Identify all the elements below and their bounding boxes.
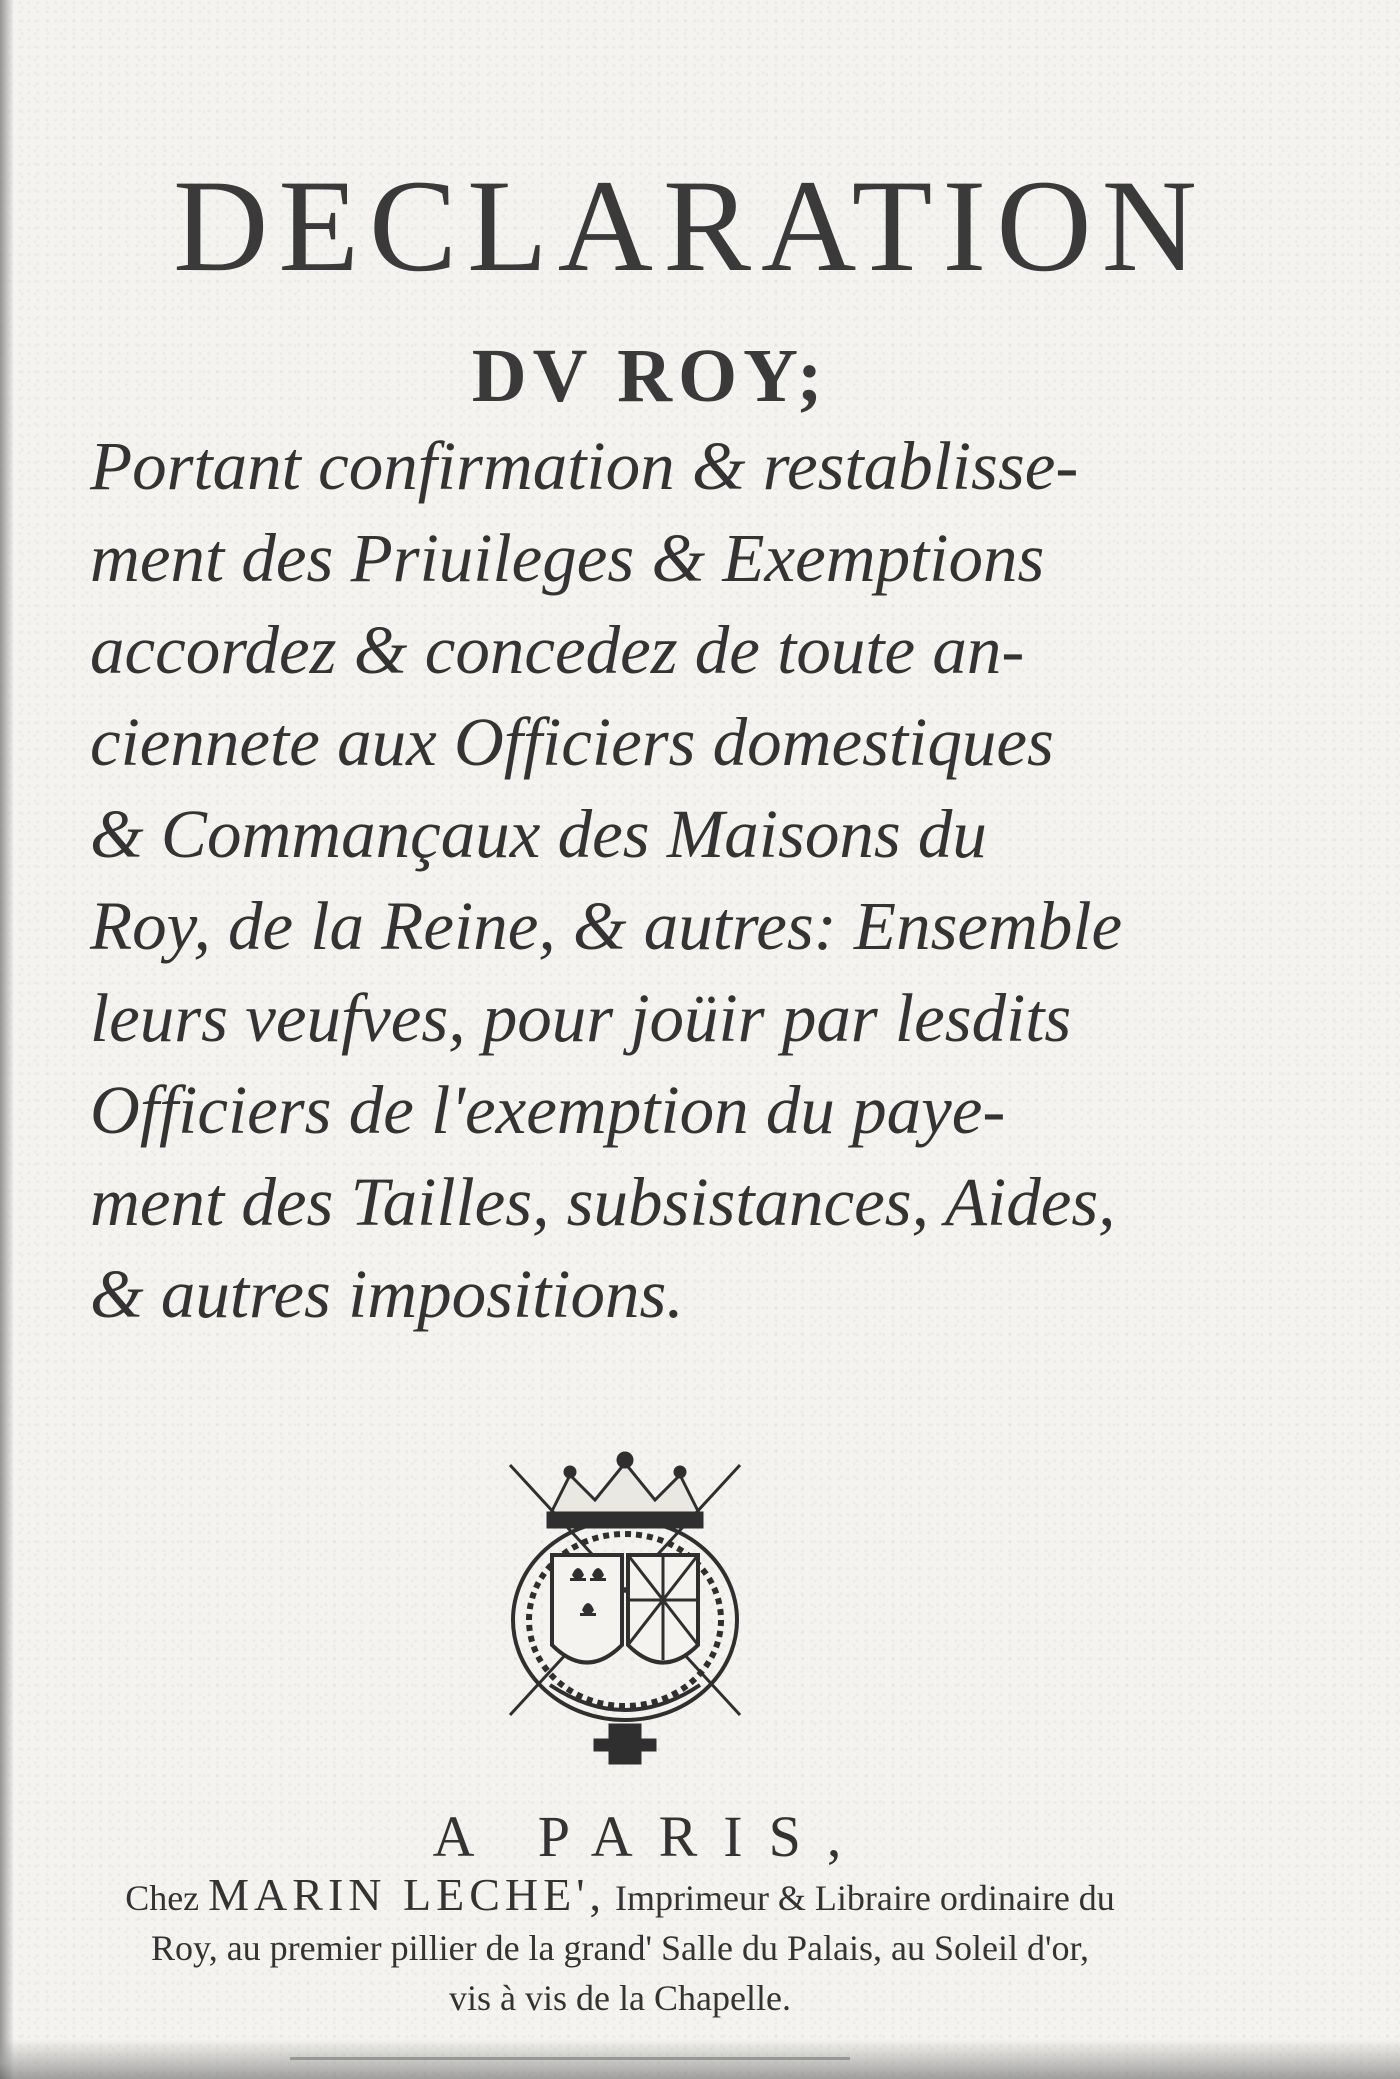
- document-body: [90, 420, 1270, 1340]
- body-line: leurs veufves, pour joüir par lesdits: [90, 980, 1072, 1056]
- imprint-title: Imprimeur & Libraire ordinaire du: [614, 1878, 1115, 1918]
- publication-place: A PARIS,: [432, 1804, 868, 1869]
- royal-coat-of-arms-icon: [490, 1445, 760, 1765]
- printer-name: MARIN LECHE',: [208, 1869, 606, 1920]
- imprint-prefix: Chez: [125, 1878, 200, 1918]
- body-line: Officiers de l'exemption du paye-: [90, 1072, 1006, 1148]
- imprint-line-3: vis à vis de la Chapelle.: [449, 1978, 791, 2018]
- page-bottom-edge: [0, 2039, 1400, 2079]
- document-subtitle: DV ROY;: [471, 334, 829, 418]
- imprint-line-1: [20, 1870, 1220, 1923]
- body-line: & Commançaux des Maisons du: [90, 796, 987, 872]
- body-line: ciennete aux Officiers domestiques: [90, 704, 1054, 780]
- body-line: accordez & concedez de toute an-: [90, 612, 1025, 688]
- page-left-edge: [0, 0, 14, 2079]
- body-line: ment des Tailles, subsistances, Aides,: [90, 1164, 1116, 1240]
- imprint-line-2: Roy, au premier pillier de la grand' Salle du Palais, au Soleil d'or,: [151, 1928, 1089, 1968]
- body-line: Roy, de la Reine, & autres: Ensemble: [90, 888, 1123, 964]
- body-line: Portant confirmation & restablisse-: [90, 428, 1079, 504]
- document-title: DECLARATION: [173, 152, 1207, 299]
- printer-imprint: [20, 1870, 1220, 2023]
- body-line: ment des Priuileges & Exemptions: [90, 520, 1045, 596]
- body-line: & autres impositions.: [90, 1256, 684, 1332]
